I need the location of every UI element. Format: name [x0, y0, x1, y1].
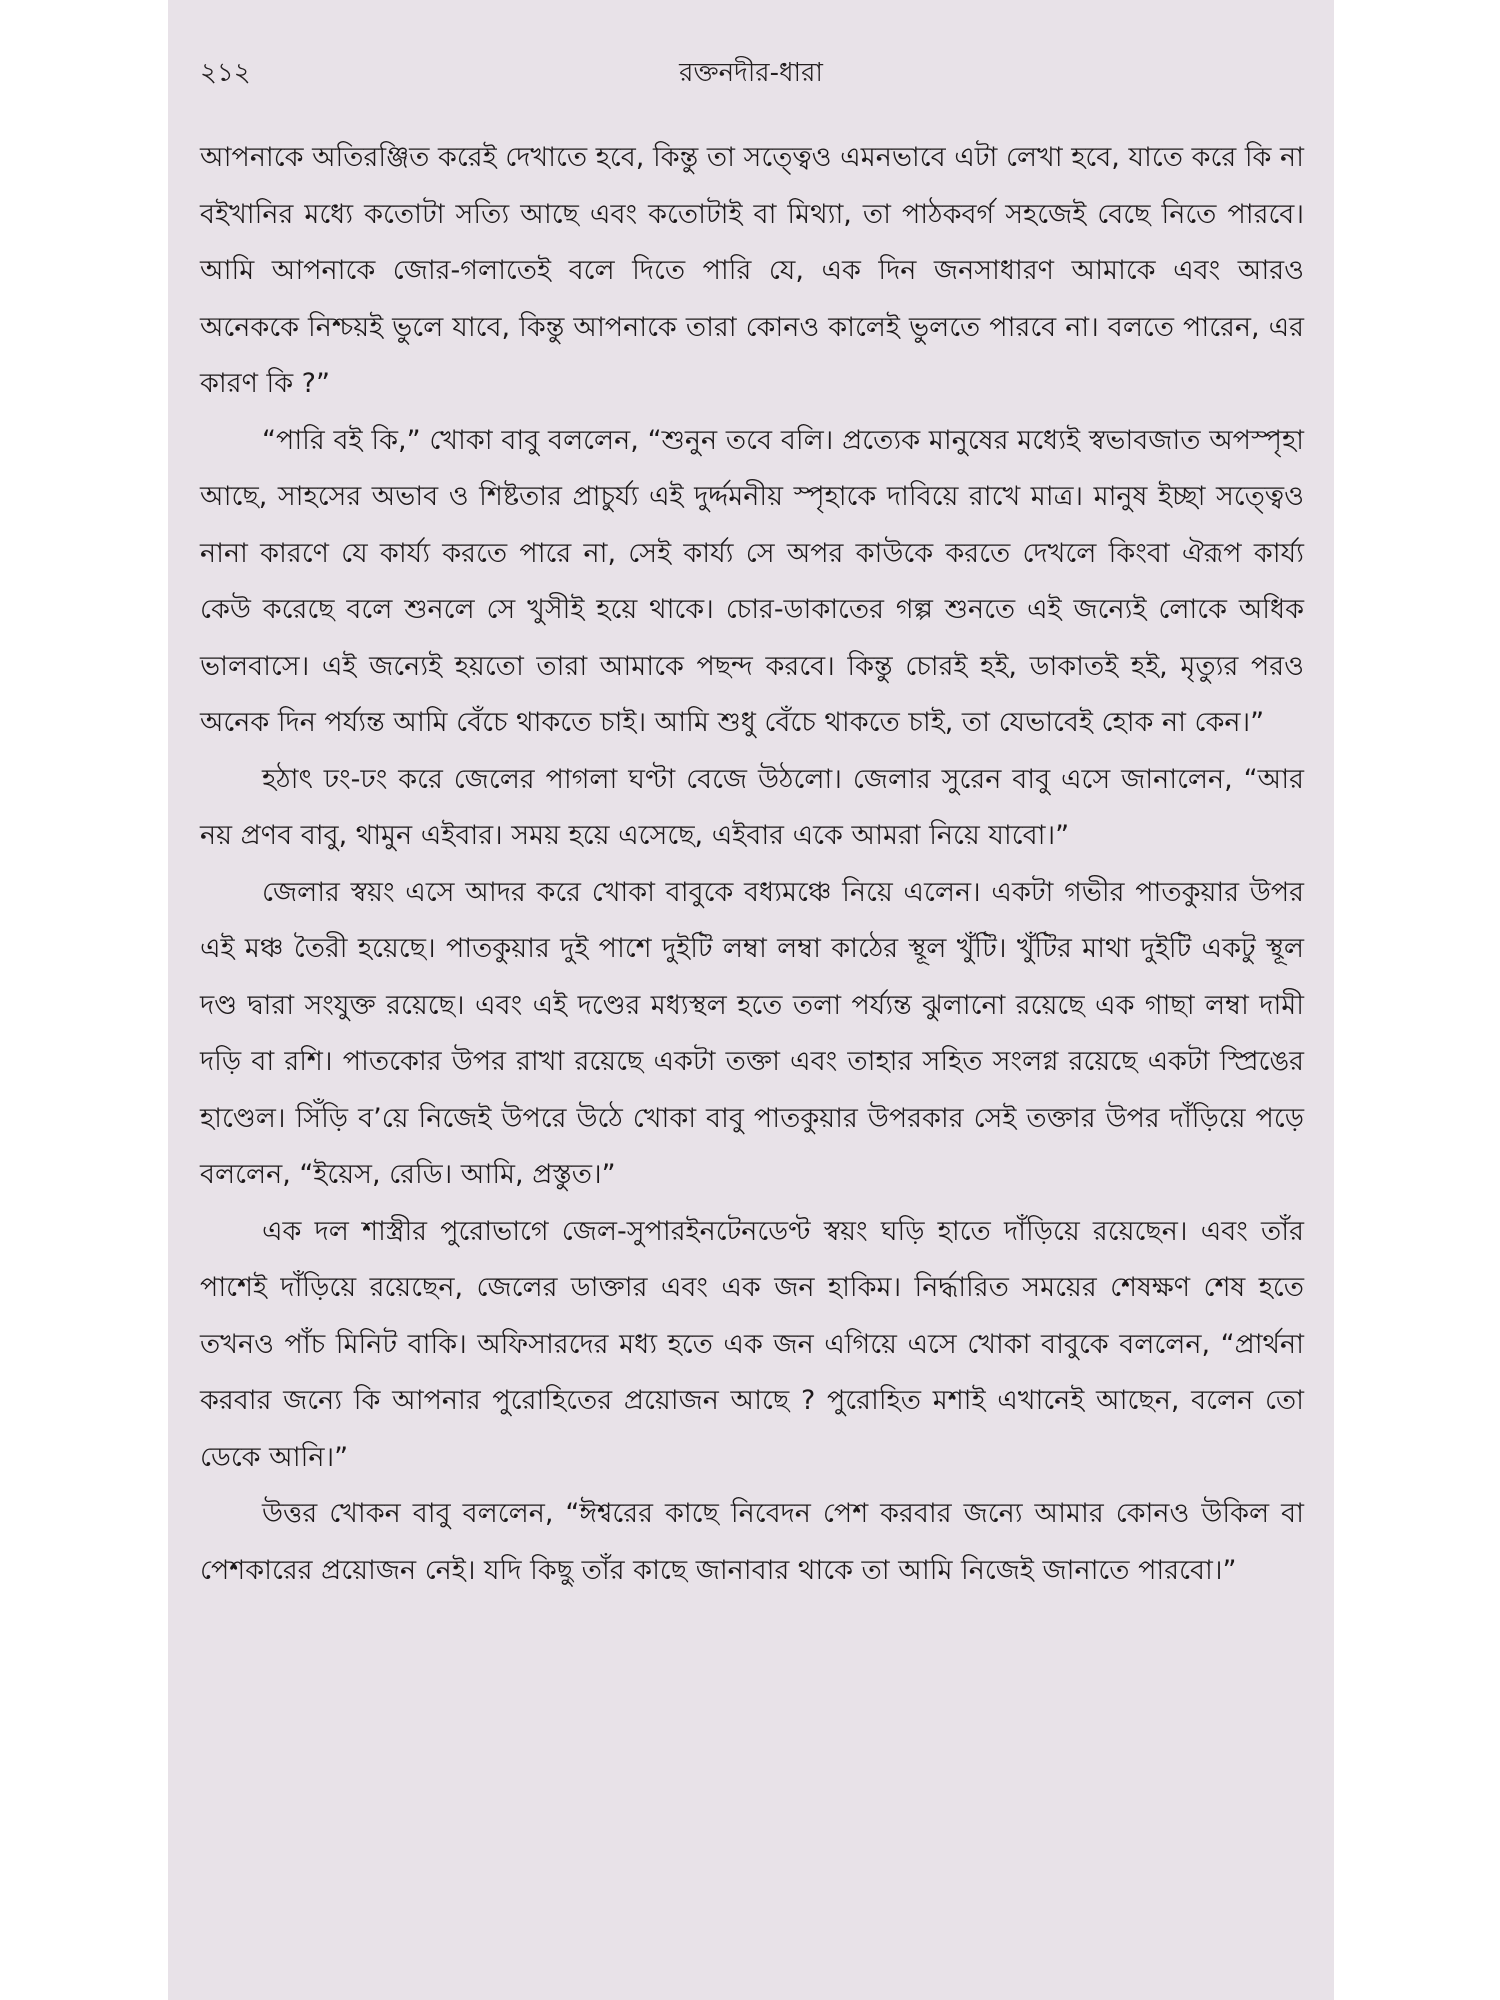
body-text	[200, 130, 1304, 1599]
page-header	[200, 52, 1302, 92]
paragraph-5: এক দল শাস্ত্রীর পুরোভাগে জেল-সুপারইনটেনডেণ্ট স্বয়ং ঘড়ি হাতে দাঁড়িয়ে রয়েছেন। এবং তাঁর পাশেই দাঁড়িয়ে রয়েছেন, জেলের ডাক্তার এবং এক জন হাকিম। নির্দ্ধারিত সময়ের শেষক্ষণ শেষ হতে তখনও পাঁচ মিনিট বাকি। অফিসারদের মধ্য হতে এক জন এগিয়ে এসে খোকা বাবুকে বললেন, “প্রার্থনা করবার জন্যে কি আপনার পুরোহিতের প্রয়োজন আছে ? পুরোহিত মশাই এখানেই আছেন, বলেন তো ডেকে আনি।”	[200, 1215, 1304, 1473]
paragraph-3: হঠাৎ ঢং-ঢং করে জেলের পাগলা ঘণ্টা বেজে উঠলো। জেলার সুরেন বাবু এসে জানালেন, “আর নয় প্রণব বাবু, থামুন এইবার। সময় হয়ে এসেছে, এইবার একে আমরা নিয়ে যাবো।”	[200, 763, 1304, 851]
page-number: ২১২	[200, 58, 251, 88]
paragraph-1: আপনাকে অতিরঞ্জিত করেই দেখাতে হবে, কিন্তু তা সত্ত্বেও এমনভাবে এটা লেখা হবে, যাতে করে কি না বইখানির মধ্যে কতোটা সত্যি আছে এবং কতোটাই বা মিথ্যা, তা পাঠকবর্গ সহজেই বেছে নিতে পারবে। আমি আপনাকে জোর-গলাতেই বলে দিতে পারি যে, এক দিন জনসাধারণ আমাকে এবং আরও অনেককে নিশ্চয়ই ভুলে যাবে, কিন্তু আপনাকে তারা কোনও কালেই ভুলতে পারবে না। বলতে পারেন, এর কারণ কি ?”	[200, 142, 1304, 399]
paragraph-6: উত্তর খোকন বাবু বললেন, “ঈশ্বরের কাছে নিবেদন পেশ করবার জন্যে আমার কোনও উকিল বা পেশকারের প্রয়োজন নেই। যদি কিছু তাঁর কাছে জানাবার থাকে তা আমি নিজেই জানাতে পারবো।”	[200, 1498, 1304, 1586]
book-page	[168, 0, 1334, 2000]
paragraph-2: “পারি বই কি,” খোকা বাবু বললেন, “শুনুন তবে বলি। প্রত্যেক মানুষের মধ্যেই স্বভাবজাত অপস্পৃহা আছে, সাহসের অভাব ও শিষ্টতার প্রাচুর্য্য এই দুর্দ্দমনীয় স্পৃহাকে দাবিয়ে রাখে মাত্র। মানুষ ইচ্ছা সত্ত্বেও নানা কারণে যে কার্য্য করতে পারে না, সেই কার্য্য সে অপর কাউকে করতে দেখলে কিংবা ঐরূপ কার্য্য কেউ করেছে বলে শুনলে সে খুসীই হয়ে থাকে। চোর-ডাকাতের গল্প শুনতে এই জন্যেই লোকে অধিক ভালবাসে। এই জন্যেই হয়তো তারা আমাকে পছন্দ করবে। কিন্তু চোরই হই, ডাকাতই হই, মৃত্যুর পরও অনেক দিন পর্য্যন্ত আমি বেঁচে থাকতে চাই। আমি শুধু বেঁচে থাকতে চাই, তা যেভাবেই হোক না কেন।”	[200, 424, 1304, 738]
running-title: রক্তনদীর-ধারা	[679, 58, 823, 88]
paragraph-4: জেলার স্বয়ং এসে আদর করে খোকা বাবুকে বধ্যমঞ্চে নিয়ে এলেন। একটা গভীর পাতকুয়ার উপর এই মঞ্চ তৈরী হয়েছে। পাতকুয়ার দুই পাশে দুইটি লম্বা লম্বা কাঠের স্থূল খুঁটি। খুঁটির মাথা দুইটি একটু স্থূল দণ্ড দ্বারা সংযুক্ত রয়েছে। এবং এই দণ্ডের মধ্যস্থল হতে তলা পর্য্যন্ত ঝুলানো রয়েছে এক গাছা লম্বা দামী দড়ি বা রশি। পাতকোর উপর রাখা রয়েছে একটা তক্তা এবং তাহার সহিত সংলগ্ন রয়েছে একটা স্প্রিঙের হাণ্ডেল। সিঁড়ি ব’য়ে নিজেই উপরে উঠে খোকা বাবু পাতকুয়ার উপরকার সেই তক্তার উপর দাঁড়িয়ে পড়ে বললেন, “ইয়েস, রেডি। আমি, প্রস্তুত।”	[200, 876, 1304, 1190]
